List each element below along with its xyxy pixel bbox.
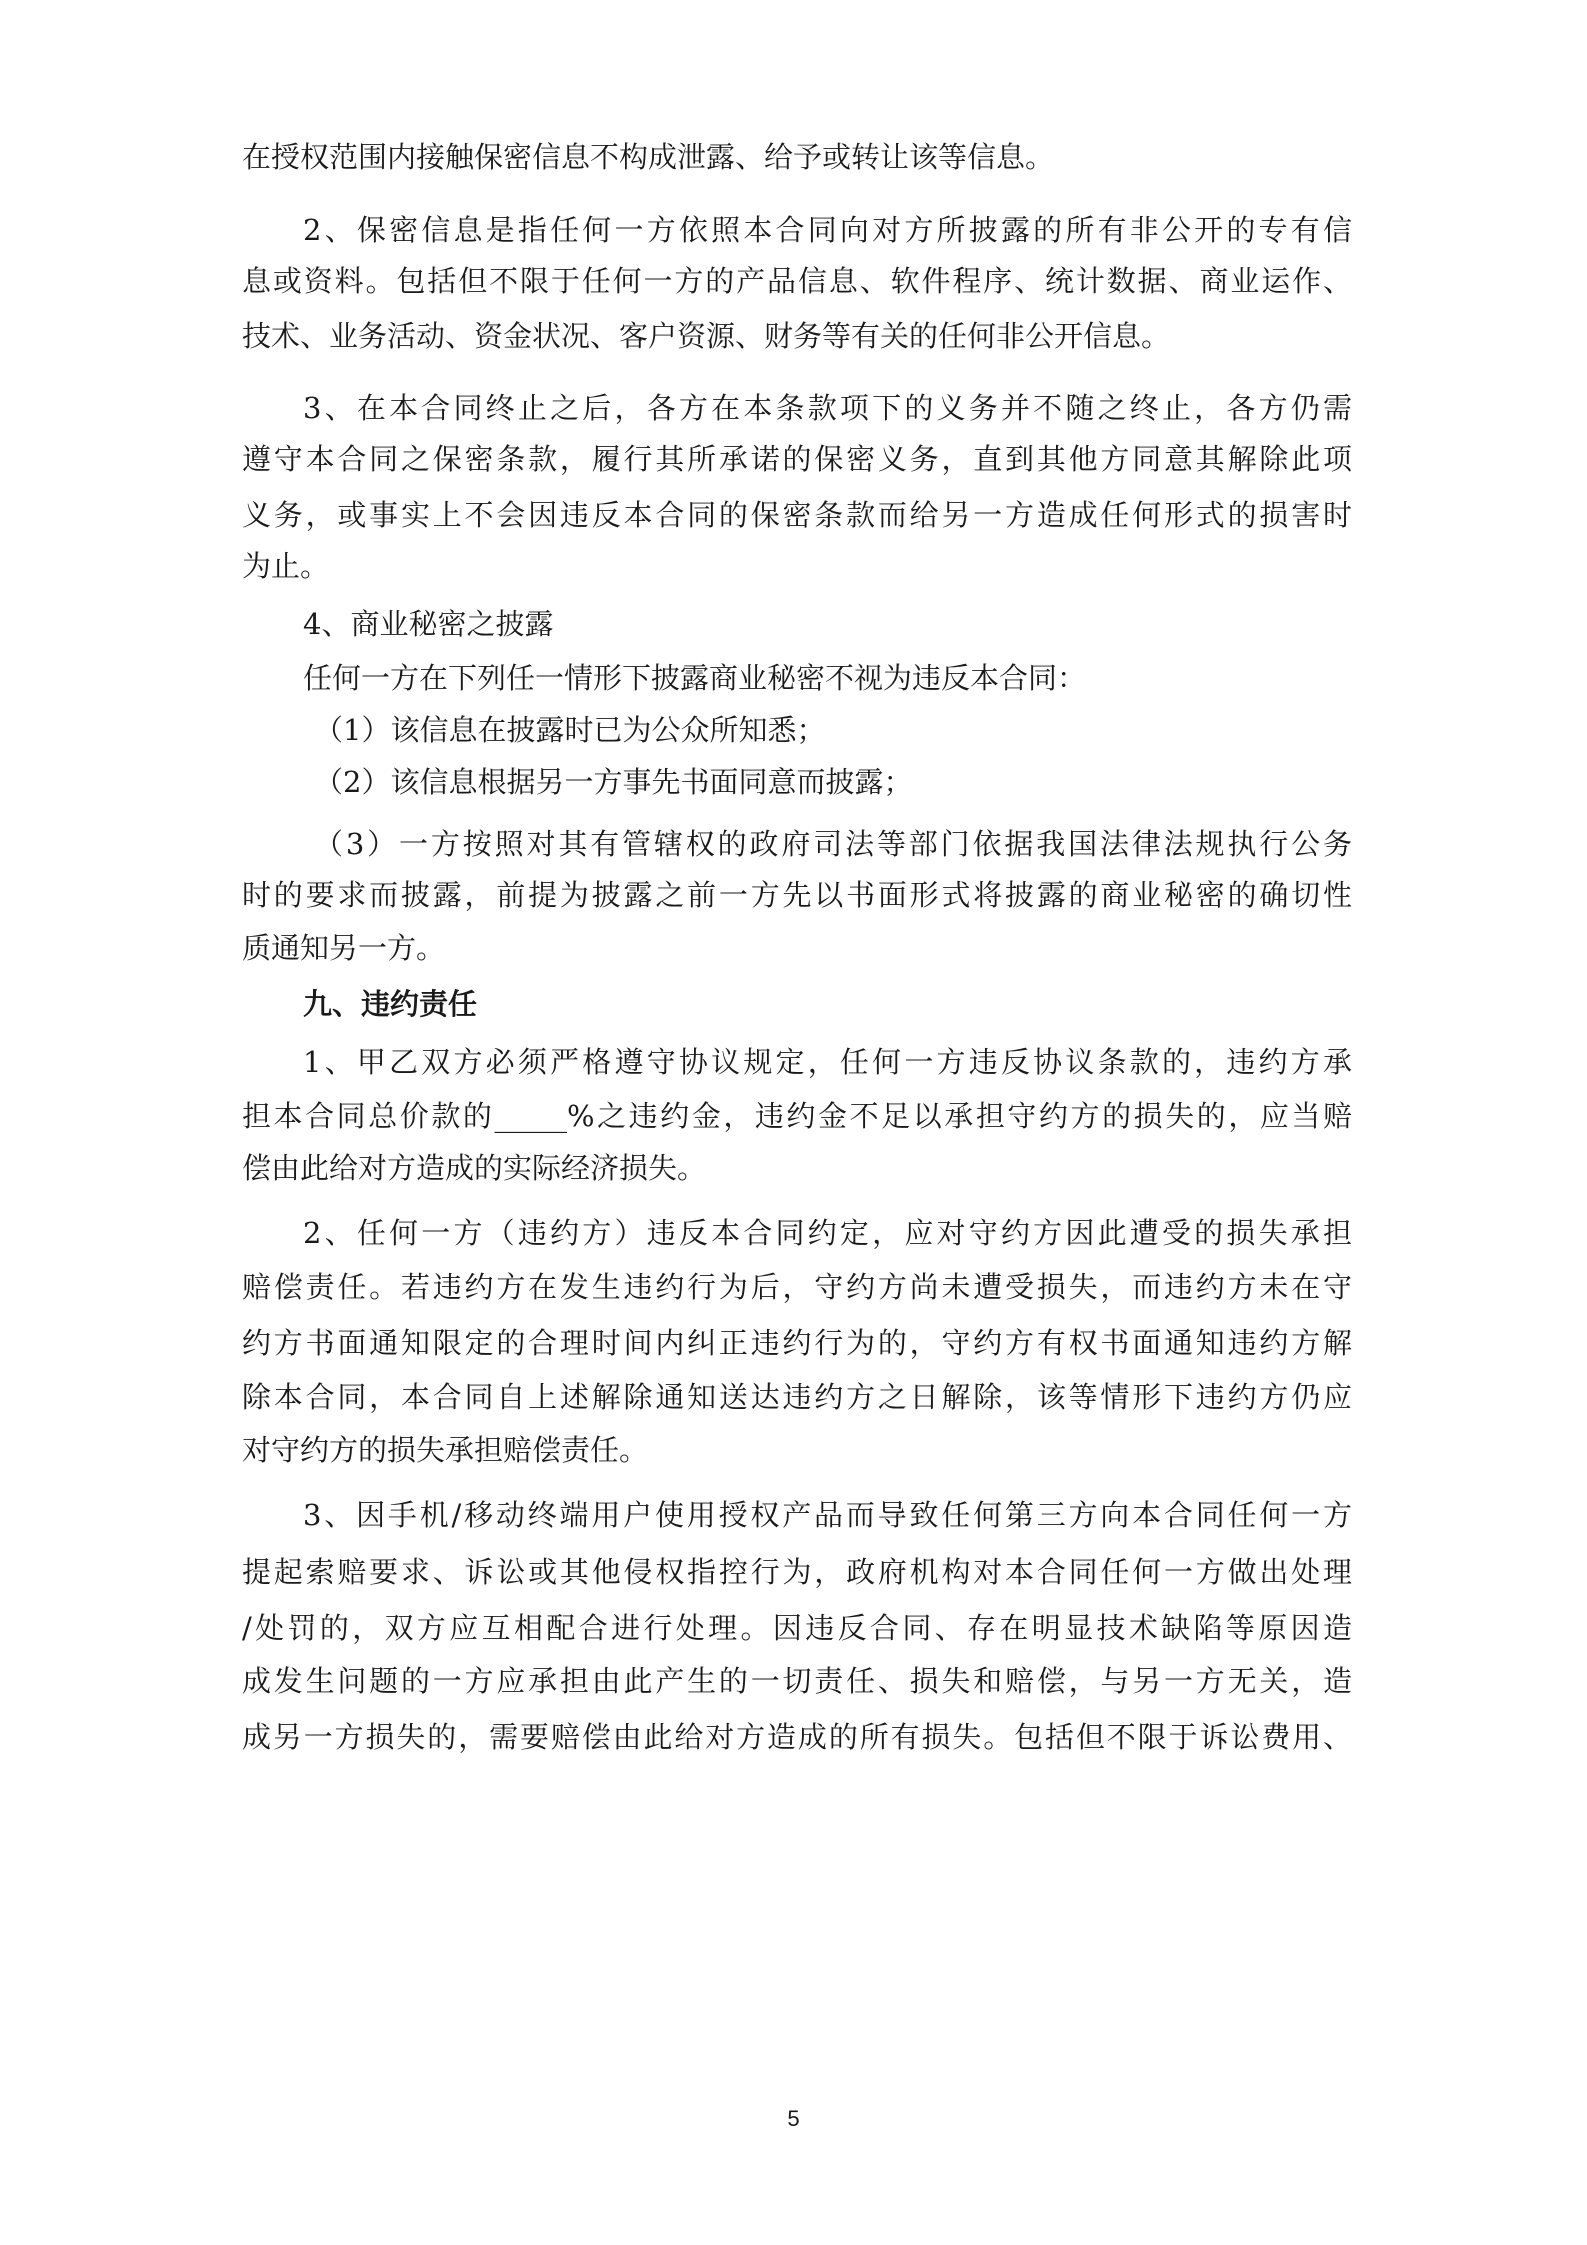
- text-line: 任何一方在下列任一情形下披露商业秘密不视为违反本合同：: [303, 661, 1087, 695]
- page-number: 5: [787, 2106, 800, 2131]
- text-line: /处罚的，双方应互相配合进行处理。因违反合同、存在明显技术缺陷等原因造: [242, 1611, 1352, 1645]
- text-line: 对守约方的损失承担赔偿责任。: [242, 1433, 649, 1467]
- text-line: 4、商业秘密之披露: [303, 607, 554, 641]
- text-line: 义务，或事实上不会因违反本合同的保密条款而给另一方造成任何形式的损害时: [242, 498, 1352, 532]
- text-line: 技术、业务活动、资金状况、客户资源、财务等有关的任何非公开信息。: [242, 319, 1171, 353]
- text-line: 为止。: [242, 549, 330, 583]
- text-line: 提起索赔要求、诉讼或其他侵权指控行为，政府机构对本合同任何一方做出处理: [242, 1555, 1352, 1589]
- text-line: 3、在本合同终止之后，各方在本条款项下的义务并不随之终止，各方仍需: [303, 391, 1352, 425]
- text-line: 息或资料。包括但不限于任何一方的产品信息、软件程序、统计数据、商业运作、: [242, 264, 1352, 298]
- text-line: 除本合同，本合同自上述解除通知送达违约方之日解除，该等情形下违约方仍应: [242, 1380, 1352, 1414]
- text-line: 偿由此给对方造成的实际经济损失。: [242, 1151, 707, 1185]
- text-line: 2、保密信息是指任何一方依照本合同向对方所披露的所有非公开的专有信: [303, 213, 1352, 247]
- text-line: 1、甲乙双方必须严格遵守协议规定，任何一方违反协议条款的，违约方承: [303, 1045, 1352, 1079]
- text-line: 时的要求而披露，前提为披露之前一方先以书面形式将披露的商业秘密的确切性: [242, 878, 1352, 912]
- text-line: （1）该信息在披露时已为公众所知悉；: [314, 713, 826, 747]
- text-line: 约方书面通知限定的合理时间内纠正违约行为的，守约方有权书面通知违约方解: [242, 1326, 1352, 1360]
- text-line: 3、因手机/移动终端用户使用授权产品而导致任何第三方向本合同任何一方: [303, 1498, 1352, 1532]
- text-line: 成发生问题的一方应承担由此产生的一切责任、损失和赔偿，与另一方无关，造: [242, 1664, 1352, 1698]
- text-line: 赔偿责任。若违约方在发生违约行为后，守约方尚未遭受损失，而违约方未在守: [242, 1270, 1352, 1304]
- text-line: 质通知另一方。: [242, 931, 446, 965]
- text-line: 在授权范围内接触保密信息不构成泄露、给予或转让该等信息。: [242, 140, 1055, 174]
- text-line: （2）该信息根据另一方事先书面同意而披露；: [314, 765, 913, 799]
- text-line: 成另一方损失的，需要赔偿由此给对方造成的所有损失。包括但不限于诉讼费用、: [242, 1720, 1352, 1754]
- text-line: 遵守本合同之保密条款，履行其所承诺的保密义务，直到其他方同意其解除此项: [242, 442, 1352, 476]
- text-line: 2、任何一方（违约方）违反本合同约定，应对守约方因此遭受的损失承担: [303, 1216, 1352, 1250]
- section-heading: 九、违约责任: [303, 987, 478, 1021]
- text-line: （3）一方按照对其有管辖权的政府司法等部门依据我国法律法规执行公务: [314, 827, 1352, 861]
- text-line: 担本合同总价款的_____%之违约金，违约金不足以承担守约方的损失的，应当赔: [242, 1099, 1352, 1133]
